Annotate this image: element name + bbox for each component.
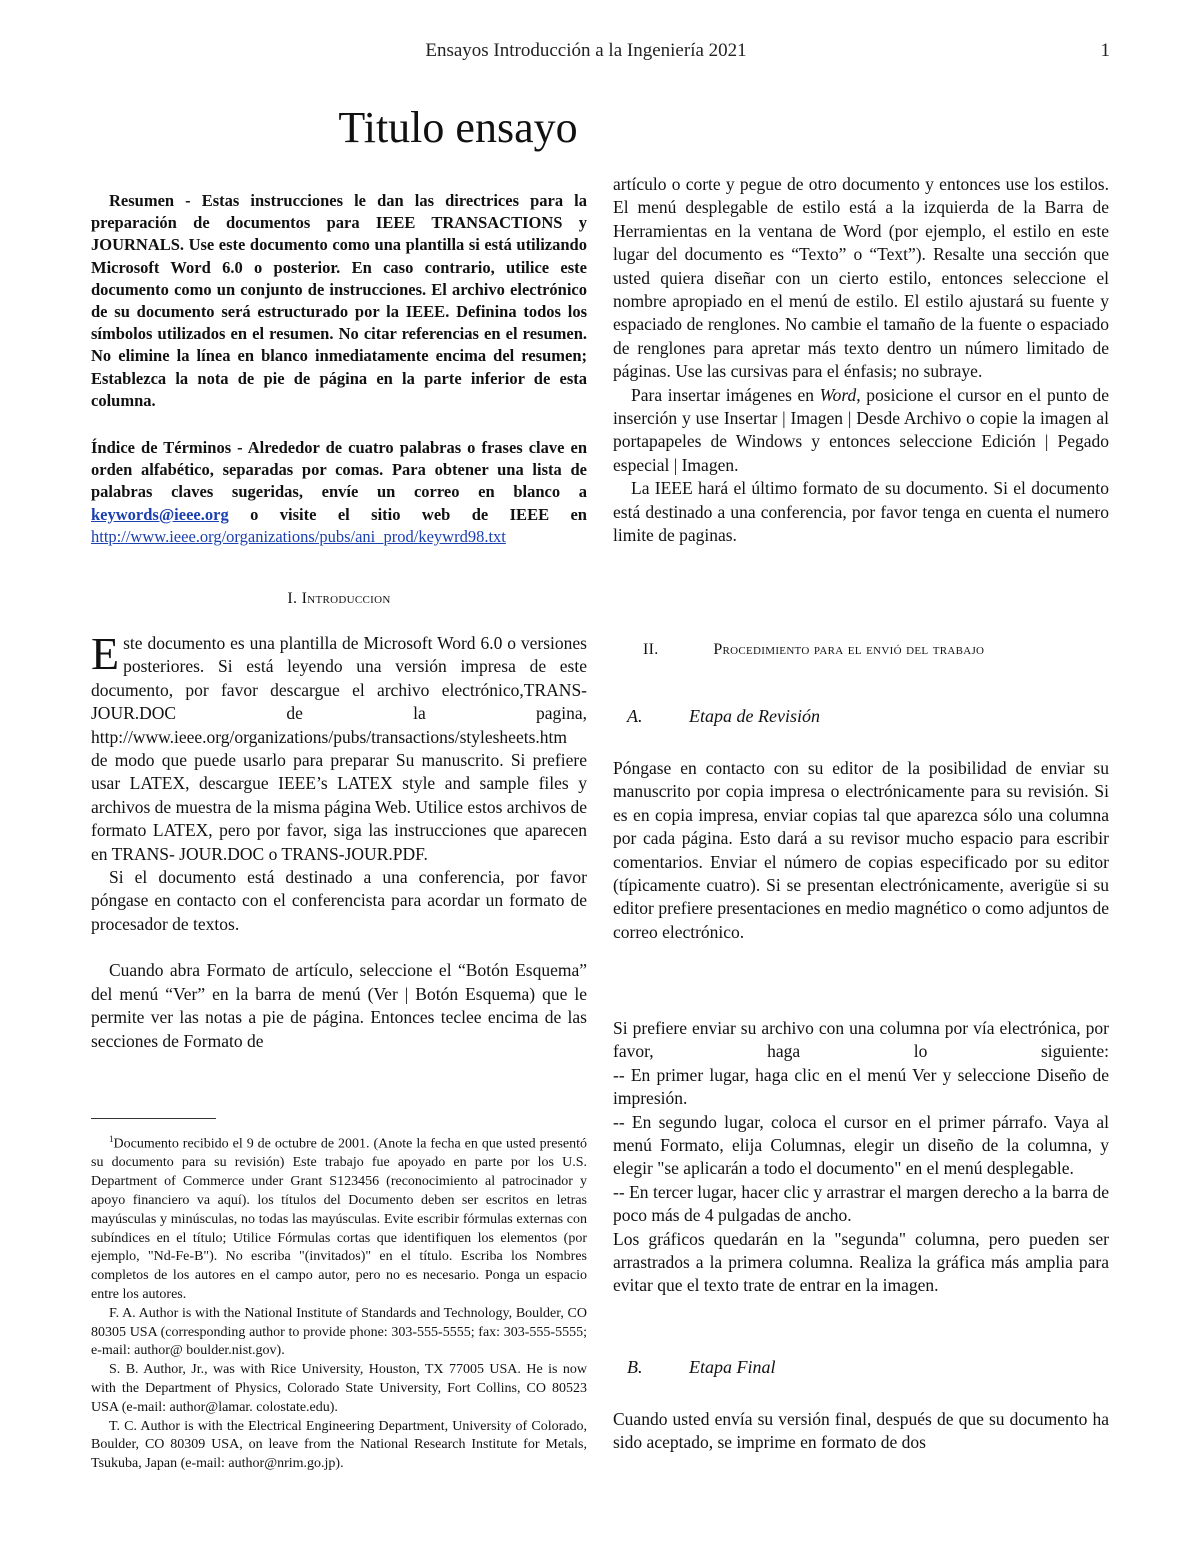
abstract-block bbox=[91, 190, 587, 412]
section-1-paragraph-1: ste documento es una plantilla de Microsoft Word 6.0 o versiones posteriores. Si está leyendo una versión impresa de este documento, por favor descargue el archivo electrónico,TRANS-JOUR.DOC de la pagina, http://www.ieee.org/organizations/pubs/transactions/stylesheets.htm de modo que puede usarlo para preparar Su manuscrito. Si prefiere usar LATEX, descargue IEEE’s LATEX style and sample files y archivos de muestra de la misma página Web. Utilice estos archivos de formato LATEX, pero por favor, siga las instrucciones que aparecen en TRANS- JOUR.DOC o TRANS-JOUR.PDF. bbox=[91, 633, 587, 864]
subsection-a-paragraph-1: Póngase en contacto con su editor de la posibilidad de enviar su manuscrito por copia impresa o electrónicamente para su revisión. Si es en copia impresa, enviar copias tal que aparezca sólo una columna por cada página. Esto dará a su revisor mucho espacio para escribir comentarios. Enviar el número de copias especificado por su editor (típicamente cuatro). Si se presentan electrónicamente, averigüe si su editor prefiere presentaciones en medio magnético o como adjuntos de correo electrónico. bbox=[613, 758, 1109, 942]
right-paragraph-2a: Para insertar imágenes en bbox=[631, 384, 820, 405]
section-1-body bbox=[91, 628, 587, 1053]
index-terms-text: Índice de Términos - Alrededor de cuatro palabras o frases clave en orden alfabético, separadas por comas. Para obtener una lista de palabras claves sugeridas, envíe un correo en blanco a bbox=[91, 438, 587, 502]
subsection-b-letter: B. bbox=[627, 1357, 643, 1377]
index-terms-block bbox=[91, 437, 587, 548]
index-terms-middle: o visite el sitio web de IEEE en bbox=[228, 504, 587, 524]
section-2-heading bbox=[613, 641, 1109, 659]
running-header: Ensayos Introducción a la Ingeniería 2021 bbox=[425, 40, 747, 61]
subsection-a-title: Etapa de Revisión bbox=[689, 706, 820, 726]
section-1-heading: I. Introduccion bbox=[287, 590, 391, 607]
section-2-title: Procedimiento para el envió del trabajo bbox=[713, 641, 985, 658]
step-2: -- En segundo lugar, coloca el cursor en el primer párrafo. Vaya al menú Formato, elija Columnas, elegir un diseño de la columna, y elegir "se aplicarán a todo el documento" en el menú desplegable. bbox=[613, 1111, 1109, 1179]
section-1-paragraph-2: Si el documento está destinado a una conferencia, por favor póngase en contacto con el conferencista para acordar un formato de procesador de textos. bbox=[91, 867, 587, 934]
keywords-url-link[interactable]: http://www.ieee.org/organizations/pubs/ani_prod/keywrd98.txt bbox=[91, 526, 506, 546]
footnote-marker: 1 bbox=[109, 1134, 114, 1144]
subsection-b-paragraph-1: Cuando usted envía su versión final, después de que su documento ha sido aceptado, se imprime en formato de dos bbox=[613, 1409, 1109, 1453]
step-3: -- En tercer lugar, hacer clic y arrastrar el margen derecho a la barra de poco más de 4 pulgadas de ancho. bbox=[613, 1181, 1109, 1226]
footnote-3: S. B. Author, Jr., was with Rice University, Houston, TX 77005 USA. He is now with the Department of Physics, Colorado State University, Fort Collins, CO 80523 USA (e-mail: author@lamar. colostate.edu). bbox=[91, 1362, 587, 1415]
keywords-email-link[interactable]: keywords@ieee.org bbox=[91, 504, 229, 524]
document-title: Titulo ensayo bbox=[338, 103, 578, 152]
section-1-paragraph-3: Cuando abra Formato de artículo, seleccione el “Botón Esquema” del menú “Ver” en la barra de menú (Ver | Botón Esquema) que le permite ver las notas a pie de página. Entonces teclee encima de las secciones de Formato de bbox=[91, 960, 587, 1051]
footnote-rule bbox=[91, 1118, 216, 1119]
page-number: 1 bbox=[1100, 40, 1110, 61]
subsection-b-heading bbox=[627, 1357, 776, 1378]
subsection-a-steps bbox=[613, 1017, 1109, 1298]
subsection-a-body bbox=[613, 757, 1109, 944]
subsection-b-title: Etapa Final bbox=[689, 1357, 776, 1377]
section-2-number: II. bbox=[643, 641, 659, 658]
dropcap-letter: E bbox=[91, 628, 120, 679]
step-1: -- En primer lugar, haga clic en el menú Ver y seleccione Diseño de impresión. bbox=[613, 1064, 1109, 1109]
subsection-a-paragraph-3: Los gráficos quedarán en la "segunda" columna, pero pueden ser arrastrados a la primera columna. Realiza la gráfica más amplia para evitar que el texto trate de entrar en la imagen. bbox=[613, 1228, 1109, 1296]
right-paragraph-2-word: Word bbox=[819, 384, 857, 405]
subsection-a-paragraph-2: Si prefiere enviar su archivo con una columna por vía electrónica, por favor, haga lo siguiente: bbox=[613, 1018, 1109, 1062]
right-column-intro bbox=[613, 173, 1109, 548]
footnote-4: T. C. Author is with the Electrical Engineering Department, University of Colorado, Boulder, CO 80309 USA, on leave from the National Research Institute for Metals, Tsukuba, Japan (e-mail: author@nrim.go.jp). bbox=[91, 1418, 587, 1472]
subsection-a-letter: A. bbox=[627, 706, 643, 726]
right-paragraph-3: La IEEE hará el último formato de su documento. Si el documento está destinado a una conferencia, por favor tenga en cuenta el numero limite de paginas. bbox=[613, 478, 1109, 546]
footnotes bbox=[91, 1130, 587, 1474]
right-paragraph-1: artículo o corte y pegue de otro documento y entonces use los estilos. El menú desplegable de estilo está a la izquierda de la Barra de Herramientas en la ventana de Word (por ejemplo, el estilo en este lugar del documento es “Texto” o “Text”). Resalte una sección que usted quiera diseñar con un cierto estilo, entonces seleccione el nombre apropiado en el menú de estilo. El estilo ajustará su fuente y espaciado de renglones. No cambie el tamaño de la fuente o espaciado de renglones para apretar más texto dentro un número limitado de páginas. Use las cursivas para el énfasis; no subraye. bbox=[613, 174, 1109, 382]
abstract-text: Resumen - Estas instrucciones le dan las directrices para la preparación de documentos para IEEE TRANSACTIONS y JOURNALS. Use este documento como una plantilla si está utilizando Microsoft Word 6.0 o posterior. En caso contrario, utilice este documento como un conjunto de instrucciones. El archivo electrónico de su documento será estructurado por la IEEE. Definina todos los símbolos utilizados en el resumen. No citar referencias en el resumen. No elimine la línea en blanco inmediatamente encima del resumen; Establezca la nota de pie de página en la parte inferior de esta columna. bbox=[91, 191, 587, 410]
subsection-b-body bbox=[613, 1408, 1109, 1455]
subsection-a-heading bbox=[627, 706, 820, 727]
right-paragraph-2b: , posicione el cursor en el punto de inserción y use Insertar | Imagen | Desde Archivo o copie la imagen al portapapeles de Windows y entonces seleccione Edición | Pegado especial | Imagen. bbox=[613, 384, 1109, 475]
footnote-2: F. A. Author is with the National Institute of Standards and Technology, Boulder, CO 80305 USA (corresponding author to provide phone: 303-555-5555; fax: 303-555-5555; e-mail: author@ boulder.nist.gov). bbox=[91, 1305, 587, 1359]
footnote-1: Documento recibido el 9 de octubre de 2001. (Anote la fecha en que usted presentó su documento para su revisión) Este trabajo fue apoyado en parte por los U.S. Department of Commerce under Grant S123456 (reconocimiento al patrocinador y apoyo financiero va aquí). los títulos del Documento deben ser escritos en letras mayúsculas y minúsculas, no todas las mayúsculas. Evite escribir fórmulas externas con subíndices en el título; Utilice Fórmulas cortas que identifiquen los elementos (por ejemplo, "Nd-Fe-B"). No escriba "(invitados)" en el título. Escriba los Nombres completos de los autores en el campo autor, pero no es necesario. Ponga un espacio entre los autores. bbox=[91, 1136, 587, 1303]
